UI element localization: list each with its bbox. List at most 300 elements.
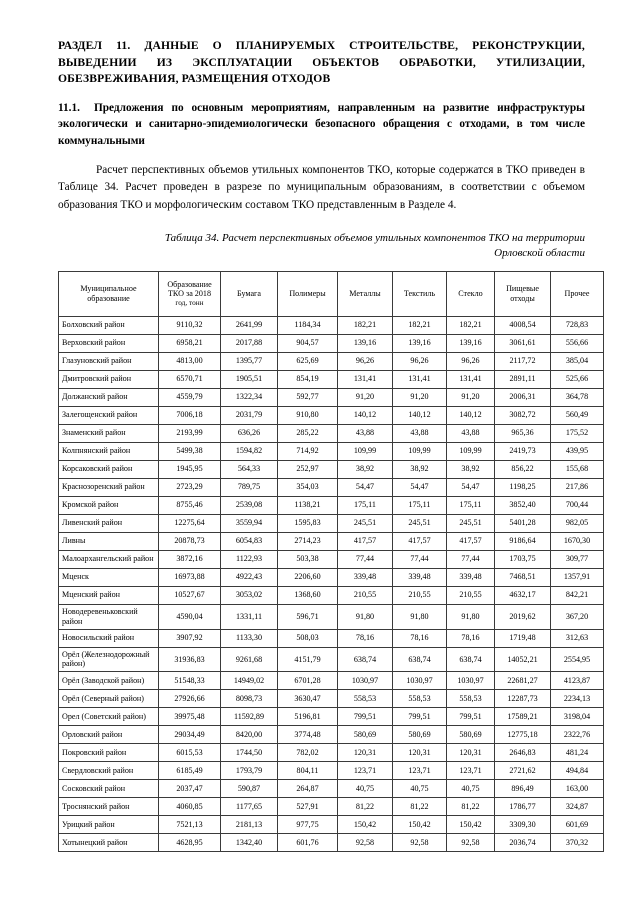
cell-value: 217,86 — [551, 478, 604, 496]
cell-value: 264,87 — [278, 780, 338, 798]
cell-value: 109,99 — [447, 442, 495, 460]
cell-value: 4151,79 — [278, 647, 338, 672]
cell-value: 77,44 — [393, 550, 447, 568]
cell-value: 982,05 — [551, 514, 604, 532]
cell-value: 2554,95 — [551, 647, 604, 672]
cell-value: 324,87 — [551, 798, 604, 816]
cell-value: 799,51 — [393, 708, 447, 726]
column-header-tko-2018-label: Образование ТКО за 2018 — [167, 279, 212, 299]
cell-value: 4922,43 — [221, 568, 278, 586]
cell-value: 11592,89 — [221, 708, 278, 726]
cell-municipality: Малоархангельский район — [59, 550, 159, 568]
cell-value: 2181,13 — [221, 816, 278, 834]
cell-value: 799,51 — [338, 708, 393, 726]
cell-value: 1595,83 — [278, 514, 338, 532]
cell-value: 3852,40 — [495, 496, 551, 514]
table-row — [59, 690, 604, 708]
cell-value: 580,69 — [447, 726, 495, 744]
column-header-paper — [221, 271, 278, 316]
cell-value: 3872,16 — [159, 550, 221, 568]
cell-value: 1744,50 — [221, 744, 278, 762]
table-row — [59, 460, 604, 478]
cell-value: 43,88 — [393, 424, 447, 442]
cell-municipality: Залегощенский район — [59, 406, 159, 424]
cell-value: 245,51 — [338, 514, 393, 532]
cell-value: 385,04 — [551, 352, 604, 370]
cell-value: 1395,77 — [221, 352, 278, 370]
cell-value: 5401,28 — [495, 514, 551, 532]
cell-value: 625,69 — [278, 352, 338, 370]
cell-value: 2723,29 — [159, 478, 221, 496]
cell-value: 3907,92 — [159, 629, 221, 647]
cell-value: 91,20 — [393, 388, 447, 406]
cell-value: 54,47 — [338, 478, 393, 496]
cell-value: 1945,95 — [159, 460, 221, 478]
cell-value: 1133,30 — [221, 629, 278, 647]
cell-value: 896,49 — [495, 780, 551, 798]
cell-municipality: Краснозоренский район — [59, 478, 159, 496]
cell-value: 9186,64 — [495, 532, 551, 550]
cell-value: 4559,79 — [159, 388, 221, 406]
cell-value: 40,75 — [393, 780, 447, 798]
cell-value: 285,22 — [278, 424, 338, 442]
column-header-municipality — [59, 271, 159, 316]
cell-value: 1177,65 — [221, 798, 278, 816]
cell-value: 6570,71 — [159, 370, 221, 388]
cell-value: 163,00 — [551, 780, 604, 798]
cell-value: 4123,87 — [551, 672, 604, 690]
cell-municipality: Дмитровский район — [59, 370, 159, 388]
cell-value: 175,52 — [551, 424, 604, 442]
cell-value: 140,12 — [338, 406, 393, 424]
cell-municipality: Кромской район — [59, 496, 159, 514]
cell-value: 92,58 — [447, 834, 495, 852]
cell-value: 131,41 — [447, 370, 495, 388]
cell-value: 81,22 — [338, 798, 393, 816]
cell-value: 1786,77 — [495, 798, 551, 816]
cell-value: 9110,32 — [159, 316, 221, 334]
cell-value: 12775,18 — [495, 726, 551, 744]
cell-value: 1322,34 — [221, 388, 278, 406]
cell-value: 525,66 — [551, 370, 604, 388]
cell-value: 789,75 — [221, 478, 278, 496]
cell-value: 560,49 — [551, 406, 604, 424]
cell-value: 580,69 — [393, 726, 447, 744]
cell-value: 14052,21 — [495, 647, 551, 672]
table-row — [59, 629, 604, 647]
cell-value: 2036,74 — [495, 834, 551, 852]
table-row — [59, 604, 604, 629]
cell-value: 22681,27 — [495, 672, 551, 690]
cell-value: 804,11 — [278, 762, 338, 780]
cell-value: 6185,49 — [159, 762, 221, 780]
cell-value: 3774,48 — [278, 726, 338, 744]
cell-value: 2646,83 — [495, 744, 551, 762]
cell-value: 638,74 — [338, 647, 393, 672]
cell-value: 16973,88 — [159, 568, 221, 586]
cell-municipality: Урицкий район — [59, 816, 159, 834]
cell-value: 2714,23 — [278, 532, 338, 550]
cell-value: 91,80 — [338, 604, 393, 629]
cell-value: 799,51 — [447, 708, 495, 726]
table-row — [59, 514, 604, 532]
cell-value: 2539,08 — [221, 496, 278, 514]
cell-value: 8420,00 — [221, 726, 278, 744]
cell-municipality: Болховский район — [59, 316, 159, 334]
cell-value: 508,03 — [278, 629, 338, 647]
cell-value: 2891,11 — [495, 370, 551, 388]
cell-value: 6958,21 — [159, 334, 221, 352]
subsection-number: 11.1. — [58, 101, 80, 114]
cell-value: 481,24 — [551, 744, 604, 762]
table-row — [59, 550, 604, 568]
cell-value: 31936,83 — [159, 647, 221, 672]
cell-value: 2031,79 — [221, 406, 278, 424]
cell-value: 39975,48 — [159, 708, 221, 726]
cell-value: 175,11 — [338, 496, 393, 514]
cell-value: 29034,49 — [159, 726, 221, 744]
cell-value: 81,22 — [447, 798, 495, 816]
cell-value: 1030,97 — [447, 672, 495, 690]
cell-value: 1198,25 — [495, 478, 551, 496]
cell-value: 1793,79 — [221, 762, 278, 780]
cell-municipality: Знаменский район — [59, 424, 159, 442]
cell-value: 40,75 — [447, 780, 495, 798]
cell-value: 245,51 — [393, 514, 447, 532]
cell-value: 601,69 — [551, 816, 604, 834]
cell-value: 123,71 — [338, 762, 393, 780]
cell-value: 91,20 — [447, 388, 495, 406]
cell-value: 312,63 — [551, 629, 604, 647]
cell-value: 4628,95 — [159, 834, 221, 852]
cell-value: 210,55 — [393, 586, 447, 604]
cell-value: 1030,97 — [338, 672, 393, 690]
perspective-volumes-table — [58, 271, 604, 852]
cell-value: 12287,73 — [495, 690, 551, 708]
table-row — [59, 834, 604, 852]
cell-value: 910,80 — [278, 406, 338, 424]
intro-paragraph: Расчет перспективных объемов утильных компонентов ТКО, которые содержатся в ТКО приведен в Таблице 34. Расчет проведен в разрезе по муниципальным образованиям, в соответствии с объемом образования ТКО и морфологическим составом ТКО представленным в Разделе 4. — [58, 164, 585, 211]
cell-value: 339,48 — [338, 568, 393, 586]
cell-value: 370,32 — [551, 834, 604, 852]
cell-municipality: Мценск — [59, 568, 159, 586]
table-caption-line-1: Таблица 34. Расчет перспективных объемов утильных компонентов ТКО на территории — [164, 231, 585, 244]
cell-value: 1184,34 — [278, 316, 338, 334]
cell-value: 120,31 — [393, 744, 447, 762]
cell-municipality: Корсаковский район — [59, 460, 159, 478]
column-header-municipality-label: Муниципальное образование — [80, 284, 137, 303]
column-header-paper-label: Бумага — [237, 288, 261, 298]
cell-value: 3061,61 — [495, 334, 551, 352]
table-row — [59, 568, 604, 586]
cell-value: 5196,81 — [278, 708, 338, 726]
table-header-row — [59, 271, 604, 316]
cell-value: 109,99 — [393, 442, 447, 460]
cell-value: 2641,99 — [221, 316, 278, 334]
cell-value: 2721,62 — [495, 762, 551, 780]
table-row — [59, 334, 604, 352]
cell-value: 1138,21 — [278, 496, 338, 514]
cell-value: 27926,66 — [159, 690, 221, 708]
table-row — [59, 424, 604, 442]
cell-value: 120,31 — [447, 744, 495, 762]
cell-value: 854,19 — [278, 370, 338, 388]
cell-municipality: Орёл (Заводской район) — [59, 672, 159, 690]
table-row — [59, 708, 604, 726]
column-header-other-label: Прочее — [564, 288, 590, 298]
cell-value: 364,78 — [551, 388, 604, 406]
cell-municipality: Покровский район — [59, 744, 159, 762]
cell-value: 1030,97 — [393, 672, 447, 690]
cell-value: 91,80 — [447, 604, 495, 629]
cell-value: 81,22 — [393, 798, 447, 816]
cell-value: 91,20 — [338, 388, 393, 406]
cell-value: 2037,47 — [159, 780, 221, 798]
cell-value: 210,55 — [338, 586, 393, 604]
cell-municipality: Хотынецкий район — [59, 834, 159, 852]
column-header-tko-2018 — [159, 271, 221, 316]
table-row — [59, 478, 604, 496]
cell-value: 43,88 — [447, 424, 495, 442]
cell-value: 140,12 — [447, 406, 495, 424]
cell-value: 91,80 — [393, 604, 447, 629]
column-header-food-waste-label: Пищевые отходы — [506, 284, 539, 303]
cell-value: 558,53 — [338, 690, 393, 708]
cell-value: 564,33 — [221, 460, 278, 478]
cell-value: 339,48 — [447, 568, 495, 586]
cell-value: 309,77 — [551, 550, 604, 568]
cell-value: 77,44 — [447, 550, 495, 568]
cell-value: 182,21 — [338, 316, 393, 334]
cell-value: 40,75 — [338, 780, 393, 798]
cell-municipality: Верховский район — [59, 334, 159, 352]
cell-value: 558,53 — [447, 690, 495, 708]
cell-value: 904,57 — [278, 334, 338, 352]
table-row — [59, 442, 604, 460]
cell-value: 1122,93 — [221, 550, 278, 568]
cell-value: 714,92 — [278, 442, 338, 460]
cell-value: 175,11 — [393, 496, 447, 514]
cell-value: 155,68 — [551, 460, 604, 478]
cell-value: 842,21 — [551, 586, 604, 604]
subsection-heading-text: Предложения по основным мероприятиям, направленным на развитие инфраструктуры экологически и санитарно-эпидемиологически безопасного обращения с отходами, в том числе коммунальными — [58, 101, 585, 147]
cell-value: 354,03 — [278, 478, 338, 496]
cell-value: 8098,73 — [221, 690, 278, 708]
table-row — [59, 316, 604, 334]
table-row — [59, 744, 604, 762]
cell-value: 139,16 — [338, 334, 393, 352]
cell-value: 2193,99 — [159, 424, 221, 442]
cell-value: 7006,18 — [159, 406, 221, 424]
cell-value: 38,92 — [338, 460, 393, 478]
cell-value: 5499,38 — [159, 442, 221, 460]
cell-value: 7468,51 — [495, 568, 551, 586]
column-header-textile — [393, 271, 447, 316]
cell-value: 1357,91 — [551, 568, 604, 586]
cell-value: 417,57 — [447, 532, 495, 550]
table-caption — [58, 231, 585, 262]
column-header-metals-label: Металлы — [349, 288, 381, 298]
table-row — [59, 496, 604, 514]
cell-value: 2206,60 — [278, 568, 338, 586]
cell-value: 558,53 — [393, 690, 447, 708]
cell-value: 367,20 — [551, 604, 604, 629]
column-header-glass — [447, 271, 495, 316]
cell-value: 2019,62 — [495, 604, 551, 629]
table-row — [59, 780, 604, 798]
cell-value: 1670,30 — [551, 532, 604, 550]
cell-value: 78,16 — [338, 629, 393, 647]
section-heading: РАЗДЕЛ 11. ДАННЫЕ О ПЛАНИРУЕМЫХ СТРОИТЕЛЬСТВЕ, РЕКОНСТРУКЦИИ, ВЫВЕДЕНИИ ИЗ ЭКСПЛУАТАЦИИ ОБЪЕКТОВ ОБРАБОТКИ, УТИЛИЗАЦИИ, ОБЕЗВРЕЖИВАНИЯ, РАЗМЕЩЕНИЯ ОТХОДОВ — [58, 39, 585, 86]
column-header-other — [551, 271, 604, 316]
cell-value: 601,76 — [278, 834, 338, 852]
cell-value: 38,92 — [393, 460, 447, 478]
cell-value: 43,88 — [338, 424, 393, 442]
cell-value: 77,44 — [338, 550, 393, 568]
cell-value: 252,97 — [278, 460, 338, 478]
cell-value: 1368,60 — [278, 586, 338, 604]
cell-value: 96,26 — [393, 352, 447, 370]
cell-value: 2017,88 — [221, 334, 278, 352]
cell-value: 4008,54 — [495, 316, 551, 334]
cell-value: 638,74 — [447, 647, 495, 672]
cell-value: 6701,28 — [278, 672, 338, 690]
cell-municipality: Сосковский район — [59, 780, 159, 798]
cell-value: 245,51 — [447, 514, 495, 532]
cell-value: 54,47 — [447, 478, 495, 496]
cell-value: 417,57 — [338, 532, 393, 550]
cell-municipality: Ливны — [59, 532, 159, 550]
cell-value: 131,41 — [338, 370, 393, 388]
cell-value: 494,84 — [551, 762, 604, 780]
cell-value: 54,47 — [393, 478, 447, 496]
cell-value: 977,75 — [278, 816, 338, 834]
cell-value: 590,87 — [221, 780, 278, 798]
cell-value: 109,99 — [338, 442, 393, 460]
table-row — [59, 388, 604, 406]
cell-value: 2419,73 — [495, 442, 551, 460]
cell-value: 38,92 — [447, 460, 495, 478]
cell-value: 7521,13 — [159, 816, 221, 834]
cell-value: 96,26 — [447, 352, 495, 370]
table-row — [59, 532, 604, 550]
table-row — [59, 672, 604, 690]
table-header — [59, 271, 604, 316]
cell-municipality: Мценский район — [59, 586, 159, 604]
cell-municipality: Колпнянский район — [59, 442, 159, 460]
table-caption-line-2: Орловской области — [494, 247, 585, 260]
cell-value: 596,71 — [278, 604, 338, 629]
cell-value: 150,42 — [447, 816, 495, 834]
column-header-glass-label: Стекло — [458, 288, 483, 298]
cell-value: 96,26 — [338, 352, 393, 370]
cell-value: 20878,73 — [159, 532, 221, 550]
table-row — [59, 647, 604, 672]
table-body — [59, 316, 604, 851]
cell-value: 10527,67 — [159, 586, 221, 604]
table-row — [59, 370, 604, 388]
cell-value: 856,22 — [495, 460, 551, 478]
cell-value: 2234,13 — [551, 690, 604, 708]
column-header-textile-label: Текстиль — [403, 288, 436, 298]
cell-value: 503,38 — [278, 550, 338, 568]
cell-value: 4060,85 — [159, 798, 221, 816]
cell-value: 1331,11 — [221, 604, 278, 629]
cell-value: 139,16 — [447, 334, 495, 352]
cell-value: 965,36 — [495, 424, 551, 442]
cell-value: 527,91 — [278, 798, 338, 816]
cell-value: 2006,31 — [495, 388, 551, 406]
cell-value: 150,42 — [393, 816, 447, 834]
table-row — [59, 816, 604, 834]
cell-value: 2322,76 — [551, 726, 604, 744]
cell-value: 439,95 — [551, 442, 604, 460]
cell-municipality: Троснянский район — [59, 798, 159, 816]
cell-value: 728,83 — [551, 316, 604, 334]
cell-value: 92,58 — [393, 834, 447, 852]
cell-value: 123,71 — [393, 762, 447, 780]
column-header-polymers-label: Полимеры — [289, 288, 326, 298]
cell-value: 3082,72 — [495, 406, 551, 424]
column-header-food-waste — [495, 271, 551, 316]
cell-municipality: Должанский район — [59, 388, 159, 406]
cell-value: 9261,68 — [221, 647, 278, 672]
cell-value: 182,21 — [393, 316, 447, 334]
cell-value: 700,44 — [551, 496, 604, 514]
cell-value: 8755,46 — [159, 496, 221, 514]
cell-value: 556,66 — [551, 334, 604, 352]
cell-value: 140,12 — [393, 406, 447, 424]
cell-value: 182,21 — [447, 316, 495, 334]
cell-value: 4632,17 — [495, 586, 551, 604]
cell-municipality: Орел (Советский район) — [59, 708, 159, 726]
cell-value: 175,11 — [447, 496, 495, 514]
cell-value: 339,48 — [393, 568, 447, 586]
cell-value: 131,41 — [393, 370, 447, 388]
cell-value: 636,26 — [221, 424, 278, 442]
cell-value: 17589,21 — [495, 708, 551, 726]
cell-value: 4590,04 — [159, 604, 221, 629]
cell-municipality: Орёл (Северный район) — [59, 690, 159, 708]
cell-value: 782,02 — [278, 744, 338, 762]
cell-value: 3198,04 — [551, 708, 604, 726]
cell-value: 638,74 — [393, 647, 447, 672]
column-header-tko-2018-units: год, тонн — [175, 298, 204, 308]
subsection-heading — [58, 100, 585, 149]
table-row — [59, 586, 604, 604]
cell-value: 51548,33 — [159, 672, 221, 690]
cell-municipality: Орёл (Железнодорожный район) — [59, 647, 159, 672]
cell-value: 1594,82 — [221, 442, 278, 460]
cell-value: 78,16 — [447, 629, 495, 647]
table-row — [59, 406, 604, 424]
cell-value: 1703,75 — [495, 550, 551, 568]
cell-value: 12275,64 — [159, 514, 221, 532]
cell-municipality: Орловский район — [59, 726, 159, 744]
table-row — [59, 352, 604, 370]
cell-municipality: Новодеревеньковский район — [59, 604, 159, 629]
cell-value: 92,58 — [338, 834, 393, 852]
cell-value: 417,57 — [393, 532, 447, 550]
cell-value: 3309,30 — [495, 816, 551, 834]
cell-value: 120,31 — [338, 744, 393, 762]
cell-value: 3559,94 — [221, 514, 278, 532]
column-header-metals — [338, 271, 393, 316]
cell-value: 1342,40 — [221, 834, 278, 852]
table-row — [59, 798, 604, 816]
cell-value: 6015,53 — [159, 744, 221, 762]
cell-value: 123,71 — [447, 762, 495, 780]
